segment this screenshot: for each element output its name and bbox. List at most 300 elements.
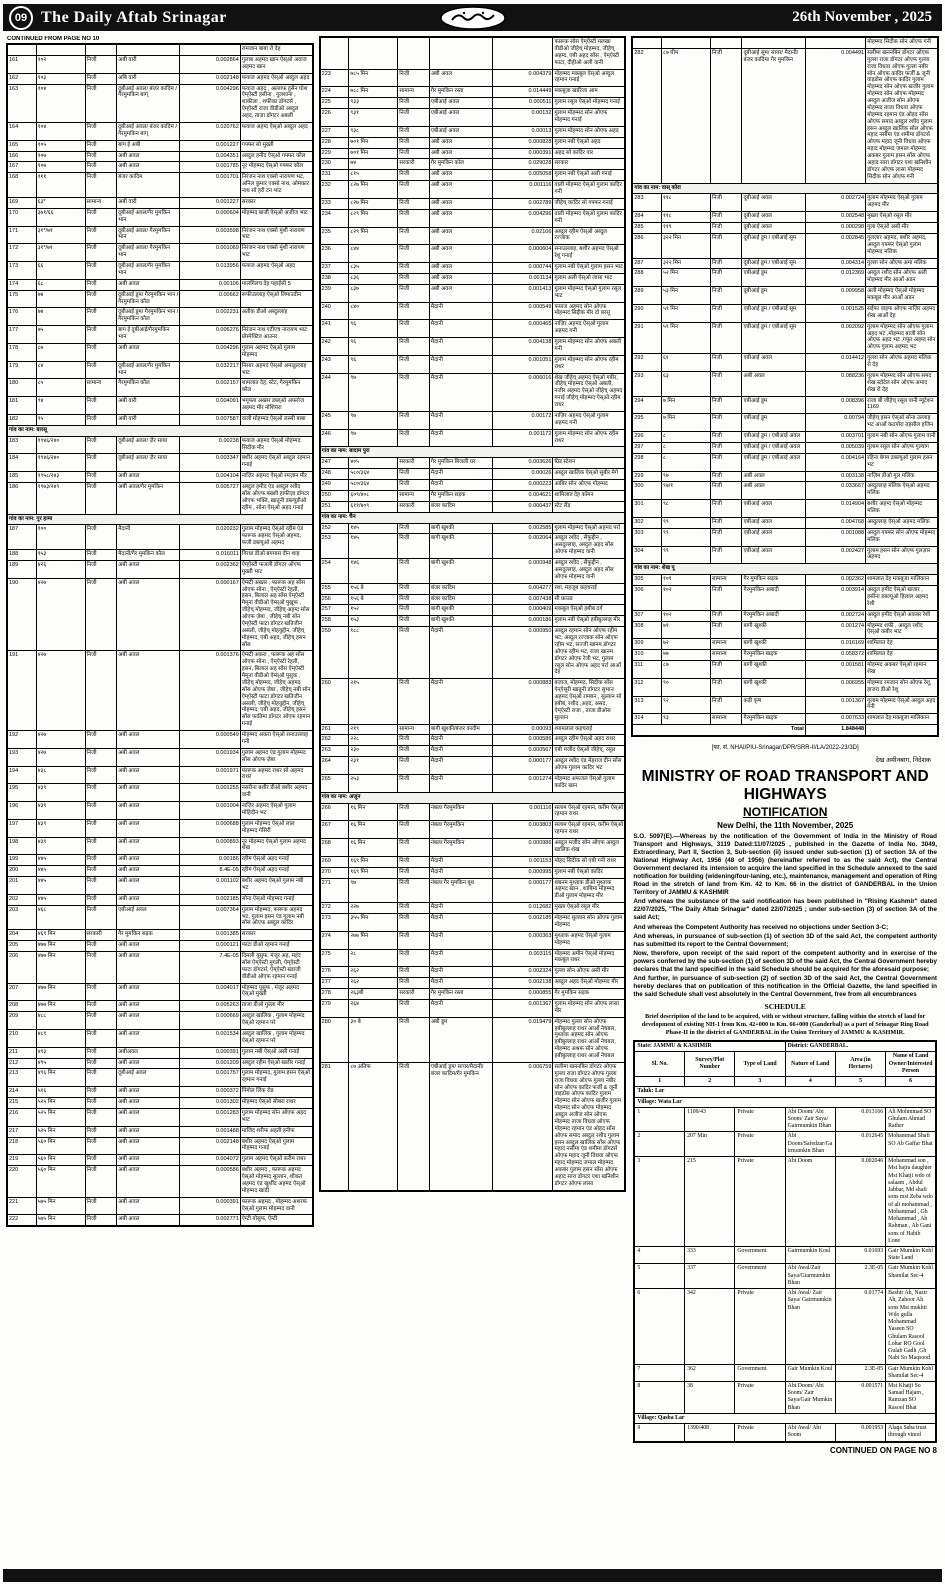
sl-no: 236 xyxy=(320,245,349,263)
area-value: 0.013166 xyxy=(835,1107,885,1132)
survey-number: ५९ मिन xyxy=(662,304,711,322)
land-type: निजी xyxy=(398,1017,430,1062)
area-value: 0.001102 xyxy=(180,877,240,895)
land-type: निजी xyxy=(398,109,430,127)
land-type: निजी xyxy=(85,952,117,984)
table-row xyxy=(7,226,313,244)
schedule-row xyxy=(634,1157,936,1247)
land-type: निजी xyxy=(85,983,117,1001)
sl-no: 168 xyxy=(7,173,36,198)
survey-number xyxy=(36,44,85,55)
table-row xyxy=(7,894,313,905)
land-nature: मैदानी xyxy=(429,411,492,429)
land-type: निजी xyxy=(710,621,742,639)
land-type: निजी xyxy=(398,181,430,199)
area-value: 0.004296 xyxy=(493,209,553,227)
owner-name: मुश्ताक अहमद ऐस्ओ गुलाम मोहम्मद xyxy=(553,931,625,949)
owner-name: अब्दुल खालिक ऐस्ओ सुबीर मैगे xyxy=(553,469,625,480)
land-type: निजी xyxy=(85,472,117,483)
area-value: 0.001367 xyxy=(493,999,553,1017)
area-value: 0.000363 xyxy=(493,931,553,949)
survey-number: २६२ xyxy=(349,967,398,978)
land-type: निजी xyxy=(398,302,430,320)
table-row xyxy=(7,784,313,802)
land-nature: अबी अवल xyxy=(117,1012,180,1030)
table-row xyxy=(7,173,313,198)
owner-name: अब्दुल मजीद सोन ओएफ अब्दुल खालिक शेख xyxy=(553,839,625,857)
land-nature: बागी खुश्की xyxy=(742,678,805,696)
survey-number: 342 xyxy=(685,1289,735,1364)
sl-no: 295 xyxy=(632,414,661,432)
file-number-line: [फा. सं. NHAI/PIU-Srinagar/DPR/SRR-II/LA/2022-23/3D] xyxy=(711,745,859,751)
land-nature: मैदानी xyxy=(429,320,492,338)
table-row xyxy=(7,290,313,308)
land-type: निजी xyxy=(85,414,117,425)
schedule-heading: SCHEDULE xyxy=(764,1001,806,1011)
table-row xyxy=(320,227,626,245)
owner-name: गुला ऐस्ओ असी मीर xyxy=(866,223,938,234)
land-nature: गैर मुमकिन सड़क xyxy=(117,930,180,941)
land-nature: अबी अवल xyxy=(117,855,180,866)
sl-no: 261 xyxy=(320,724,349,735)
land-nature: अबी अवल xyxy=(429,263,492,274)
table-row xyxy=(7,1047,313,1058)
owner-name: रहिना बेगम डबल्यूओ गुलाम हसन भट xyxy=(866,453,938,471)
sl-no: 288 xyxy=(632,269,661,287)
land-type: निजी xyxy=(85,748,117,766)
sl-no: 223 xyxy=(320,69,349,87)
land-nature: एबीआई डूम xyxy=(742,414,805,432)
total-value: 1.848448 xyxy=(805,725,865,736)
total-row xyxy=(632,725,938,736)
area-value: 0.000688 xyxy=(180,819,240,837)
sl-no: 231 xyxy=(320,170,349,181)
land-nature: अबी अवल xyxy=(117,162,180,173)
land-type: निजी xyxy=(85,73,117,84)
table-row xyxy=(632,528,938,546)
table-row xyxy=(7,208,313,226)
table-row xyxy=(632,610,938,621)
table-row xyxy=(7,197,313,208)
area-value: 0.00186 xyxy=(180,855,240,866)
land-type: निजी xyxy=(85,343,117,361)
sl-no: 292 xyxy=(632,354,661,372)
sl-no: 232 xyxy=(320,181,349,199)
area-value: 0.006955 xyxy=(805,678,865,696)
sl-no: 179 xyxy=(7,361,36,379)
land-nature: बागी खुश्की xyxy=(429,559,492,584)
area-value: 0.004296 xyxy=(180,343,240,361)
sl-no: 207 xyxy=(7,983,36,1001)
survey-number: ५७५ मिन xyxy=(36,1197,85,1215)
survey-number: ८४० xyxy=(349,302,398,320)
owner-name: शामलात देह मकबूजा मालिकान xyxy=(866,714,938,725)
survey-number: ३१*/७१ xyxy=(36,226,85,244)
survey-number: ९७ xyxy=(349,429,398,447)
survey-number: ९३३ xyxy=(349,98,398,109)
notification-paragraph: Now, therefore, upon receipt of the said report of the competent authority and in exercise of the powers conferred by the sub-section (1) of section 3D of the said Act, the Central Government hereby declares that the land specified in the said Schedule should be acquired for the aforesaid purpose; xyxy=(633,949,938,973)
land-nature: अबि वारी xyxy=(117,73,180,84)
owner-name: मकबूल ऐस्ओ हबीब दर्ग xyxy=(553,605,625,616)
land-type: सामान्य xyxy=(710,650,742,661)
area-value: 0.001004 xyxy=(180,802,240,820)
table-row xyxy=(320,724,626,735)
sl-no: 301 xyxy=(632,500,661,518)
area-value: 0.001953 xyxy=(835,1424,885,1442)
table-row xyxy=(320,148,626,159)
table-row xyxy=(7,244,313,262)
table-row xyxy=(7,1098,313,1109)
sl-no: 182 xyxy=(7,414,36,425)
table-row xyxy=(632,482,938,500)
owner-name: निरंजन नाथ एक्सो नारायण भट, अनिल कुमार एक्सो नाथ, ओमकार नाथ सो हरी टन भाट xyxy=(240,173,312,198)
table-row xyxy=(320,411,626,429)
land-nature: बागी खुश्की xyxy=(429,616,492,627)
land-nature: अबी अवल xyxy=(117,837,180,855)
land-nature: बंजर कादिम xyxy=(429,501,492,512)
area-value: 0.001934 xyxy=(180,748,240,766)
owner-name: गुलाम मोहम्मद सोन ओएफ गुलाम अहद भट ,मोहम्मद बाजी सोन ओएफ अहद भट ,गफूर अहम्द सोन ओएफ गुलाम अहमद भट xyxy=(866,322,938,354)
sl-no: 260 xyxy=(320,679,349,724)
sl-no: 243 xyxy=(320,355,349,373)
area-value: 0.016169 xyxy=(805,639,865,650)
sl-no: 271 xyxy=(320,878,349,903)
owner-name: अब्दुल हनीद ऐस्ओ गफ्फर कौल xyxy=(240,151,312,162)
table-row xyxy=(7,1137,313,1155)
owner-name: ऐम्टी योसुफ, ऐम्टी xyxy=(240,1215,312,1226)
land-type: निजी xyxy=(85,244,117,262)
table-row xyxy=(320,878,626,903)
table-row xyxy=(7,1108,313,1126)
land-nature: एबीआई अवल xyxy=(429,98,492,109)
right-column xyxy=(631,36,939,1562)
land-nature: गैरमुमकिन खड्क xyxy=(742,650,805,661)
area-value: 0.003138 xyxy=(805,471,865,482)
table-row xyxy=(7,397,313,415)
owner-name: मोहम्मद रमजान सोन ओएफ रेशू, हाजरा डीओ रेशू xyxy=(866,678,938,696)
sl-no: 209 xyxy=(7,1012,36,1030)
survey-number: ४३९ xyxy=(36,784,85,802)
sl-no: 285 xyxy=(632,223,661,234)
area-value: 0.000828 xyxy=(493,137,553,148)
area-value: 0.002185 xyxy=(180,894,240,905)
owner-name: अब्दुल रहीम ऐस्ओ अब्दुल रज्जाक xyxy=(553,227,625,245)
land-nature: अबी अवल xyxy=(429,227,492,245)
land-type: निजी xyxy=(398,284,430,302)
land-type: निजी xyxy=(710,661,742,679)
survey-number: ८२७ मिन xyxy=(349,181,398,199)
survey-number: १६ मिन xyxy=(349,839,398,857)
area-value: 0.001283 xyxy=(180,1108,240,1126)
owner-name: निसार अहमद ऐस्ओ अमाडुल्लाह भाट xyxy=(240,361,312,379)
land-nature: मैदानी/गैर मुमकिन कौल xyxy=(117,550,180,561)
notification-title: NOTIFICATION xyxy=(742,805,828,819)
land-type: निजी xyxy=(85,1126,117,1137)
survey-number: ४३९ xyxy=(36,802,85,820)
middle-column xyxy=(319,36,627,1562)
area-value: 0.00026 xyxy=(493,469,553,480)
table-row xyxy=(320,429,626,447)
land-type: Private xyxy=(735,1381,785,1413)
land-type: निजी xyxy=(85,1166,117,1198)
land-nature: एबीआई डूम / एबीआई सूम xyxy=(742,304,805,322)
area-value: 0.033667 xyxy=(805,482,865,500)
area-value: 0.000986 xyxy=(493,839,553,857)
survey-number: ५७५ मिन xyxy=(36,1215,85,1226)
sl-no: 162 xyxy=(7,73,36,84)
land-nature: बागी खुश्की xyxy=(429,534,492,559)
table-row xyxy=(632,194,938,212)
area-value: 0.001534 xyxy=(180,1029,240,1047)
owner-name: फारूक अहमद , मोहम्मद अशरफ ऐस्ओ गुलाम मोहम्मद वानी xyxy=(240,1197,312,1215)
schedule-column-header: Name of Land Owner/Interested Person xyxy=(886,1052,936,1077)
sl-no: 211 xyxy=(7,1047,36,1058)
sl-no: 233 xyxy=(320,198,349,209)
area-value: 0.001413 xyxy=(493,284,553,302)
survey-number: ९७ xyxy=(349,411,398,429)
land-nature: गैरमुमकिन अबादी xyxy=(742,610,805,621)
table-row xyxy=(632,223,938,234)
land-type: निजी xyxy=(398,878,430,903)
area-value: 0.002148 xyxy=(180,1137,240,1155)
land-nature: अबी अवल xyxy=(117,941,180,952)
area-value: 0.001571 xyxy=(835,1381,885,1413)
land-type: निजी xyxy=(398,227,430,245)
table-row xyxy=(632,37,938,48)
sl-no: 304 xyxy=(632,546,661,564)
area-value: 0.016011 xyxy=(180,550,240,561)
land-nature: गैरमुमकिन कौल xyxy=(117,379,180,397)
table-row xyxy=(7,837,313,855)
survey-number: ५३ मिन xyxy=(662,287,711,305)
owner-name: फारूक सोस ऐम्ऐस्टी मलखा वीडीओ जीहेच् मोहम्मद, जीहेच् अहम्द, एबी अहद सोंस , ऐम्ऐस्टी फाटा, दीहीओ अली वानी xyxy=(553,37,625,69)
sl-no: 235 xyxy=(320,227,349,245)
table-row xyxy=(320,757,626,775)
schedule-column-number: 1 xyxy=(634,1077,684,1087)
owner-name: सोना ऐस्ओ मोहम्मद गनाई xyxy=(240,894,312,905)
owner-name: अब्दुल हमीद ऐस्ओ अकबर रेशी xyxy=(866,610,938,621)
owner-name: सनाउल्लाह, बशीर अहमद ऐस्ओ रेशू गनाई xyxy=(553,245,625,263)
owner-name: निरंजन नाथ एक्सो मुंशी नारायण भाट xyxy=(240,226,312,244)
owner-name: शामलात देह मकबूजा मालिकान xyxy=(866,575,938,586)
survey-number: ६६ xyxy=(36,262,85,280)
survey-number: ५९ मिन xyxy=(662,322,711,354)
land-nature: अबी अवल xyxy=(429,181,492,199)
survey-number: ७२ xyxy=(662,639,711,650)
table-row xyxy=(320,137,626,148)
sl-no: 229 xyxy=(320,148,349,159)
owner-name: गुलाम मोहम्मद ऐस्ओ गुलाम रसूल भाट xyxy=(553,284,625,302)
area-value: 0.004091 xyxy=(180,397,240,415)
area-value: 2.3E-05 xyxy=(835,1364,885,1381)
table-row xyxy=(7,731,313,749)
owner-name: अहद सो कादिर वार xyxy=(553,148,625,159)
owner-name: नसरीना बशीर डीओ बशीर अहमद वानी xyxy=(240,784,312,802)
owner-name: अतीक डीओ अब्दुल्लाह xyxy=(240,308,312,326)
table-row xyxy=(7,802,313,820)
area-value: 0.032217 xyxy=(180,361,240,379)
land-type: सामान्य xyxy=(398,724,430,735)
land-nature: अबी अवल xyxy=(117,1058,180,1069)
land-nature: मैदानी xyxy=(429,373,492,411)
schedule-column-number: 4 xyxy=(785,1077,835,1087)
land-nature xyxy=(429,37,492,69)
land-nature: मैदानी xyxy=(429,914,492,932)
sl-no: 194 xyxy=(7,766,36,784)
area-value: 0.001971 xyxy=(180,766,240,784)
land-type: निजी xyxy=(85,1155,117,1166)
owner-name: गुलाम मोहम्मद सोन ओएफ मोहम्मद गनाई xyxy=(553,109,625,127)
area-value: 0.001385 xyxy=(180,930,240,941)
land-nature: गैरमुमकिन अबादी xyxy=(742,586,805,611)
owner-name: गुलाम नबी सोन ओएफ गुलाम वानी xyxy=(866,432,938,443)
land-nature: दूबीआई अवल/ ज़ैर साया xyxy=(117,454,180,472)
table-row xyxy=(632,212,938,223)
land-type: निजी xyxy=(398,320,430,338)
sl-no: 161 xyxy=(7,55,36,73)
owner-name: मोहम्मद अकबर ऐस्ओ रहमान शेख xyxy=(866,661,938,679)
table-row xyxy=(320,458,626,469)
area-value: 0.000604 xyxy=(493,245,553,263)
land-nature: एबीआई डूम xyxy=(742,396,805,414)
area-value: 0.002046 xyxy=(835,1157,885,1247)
table-row xyxy=(7,877,313,895)
survey-number: ४७७ मिन xyxy=(36,941,85,952)
land-type: निजी xyxy=(710,223,742,234)
area-value: 0.002138 xyxy=(493,978,553,989)
owner-name: ऐम्ऐस्टी फजली डॉगटर ओएफ मुख्ती भाट xyxy=(240,560,312,578)
sl-no: 239 xyxy=(320,284,349,302)
land-nature: अबी अवल xyxy=(429,209,492,227)
area-value: 0.001581 xyxy=(805,661,865,679)
land-type: निजी xyxy=(85,162,117,173)
survey-number: ९२ xyxy=(662,696,711,714)
owner-name: राजा बी जीहेच् रसूल वानी म्यूटेशन 1169 xyxy=(866,396,938,414)
area-value: 0.019479 xyxy=(493,1017,553,1062)
sl-no: 226 xyxy=(320,109,349,127)
survey-number: १०३ xyxy=(36,73,85,84)
sl-no: 245 xyxy=(320,411,349,429)
land-nature: अबी अवल xyxy=(117,472,180,483)
sl-no: 312 xyxy=(632,678,661,696)
sl-no: 204 xyxy=(7,930,36,941)
sl-no: 305 xyxy=(632,575,661,586)
owner-name: शेख जीहेच् अहमद ऐस्ओ गबीर, जीहेच् मोहम्मद ऐस्ओ अबली, नजीर अहमद ऐस्ओ जीहेच् अहमद गनाई जीहेच् मोहम्मद ऐस्ओ रहीम राथर xyxy=(553,373,625,411)
owner-name: मोहद सिदीक सो एबी गनी राथर xyxy=(553,856,625,867)
table-row xyxy=(632,414,938,432)
sl-no: 215 xyxy=(7,1098,36,1109)
area-value: 0.001274 xyxy=(493,774,553,792)
owner-name: फारूक अहमद राथर सो अहमद राथर xyxy=(240,766,312,784)
table-row xyxy=(320,949,626,967)
land-nature: बागी खुश्की xyxy=(429,605,492,616)
land-type: निजी xyxy=(85,140,117,151)
schedule-row xyxy=(634,1289,936,1364)
masthead-bar xyxy=(3,4,942,31)
land-nature: दूबीआई अवल/गैर मुमकिन भान xyxy=(117,208,180,226)
sl-no: 200 xyxy=(7,866,36,877)
sl-no: 165 xyxy=(7,140,36,151)
table-row xyxy=(320,605,626,616)
land-nature: बाग ई दूबीआई/गैरमुमकिन भान xyxy=(117,326,180,344)
land-nature: Gairmumkin Koul xyxy=(785,1246,835,1263)
land-nature: गैर मुमकिन रस्ता xyxy=(429,87,492,98)
table-row xyxy=(632,696,938,714)
sl-no: 219 xyxy=(7,1155,36,1166)
owner-name: गुल्ला सोन ओएफ अमा मलिक xyxy=(866,258,938,269)
land-type: Private xyxy=(735,1424,785,1442)
schedule-number-row xyxy=(634,1077,936,1087)
survey-number: ४२७ xyxy=(36,578,85,651)
owner-name: सी फ्राउड xyxy=(553,594,625,605)
sl-no: 213 xyxy=(7,1069,36,1087)
land-type: निजी xyxy=(398,170,430,181)
land-type: निजी xyxy=(398,735,430,746)
sl-no: 258 xyxy=(320,616,349,627)
survey-number: १०० xyxy=(36,525,85,550)
table-row xyxy=(7,983,313,1001)
survey-number: १८८ xyxy=(349,627,398,679)
table-row xyxy=(7,44,313,55)
land-type: निजी xyxy=(398,245,430,263)
table-row xyxy=(7,1155,313,1166)
area-value: 0.004379 xyxy=(493,69,553,87)
sl-no: 197 xyxy=(7,819,36,837)
continued-from-label: CONTINUED FROM PAGE NO 10 xyxy=(7,36,100,42)
area-value: 0.005058 xyxy=(493,170,553,181)
area-value: 0.014904 xyxy=(805,500,865,518)
land-nature: मैदानी xyxy=(429,355,492,373)
land-type: सामान्य xyxy=(398,490,430,501)
land-nature: गैर मुमकिन कोल xyxy=(429,159,492,170)
owner-name: Gair Mumkin Kohl Shamilat Sec-4 xyxy=(886,1364,936,1381)
land-type: निजी xyxy=(85,55,117,73)
survey-number: ४४५ xyxy=(36,855,85,866)
owner-name: अब्दुल रशीद एंड मेहराज दीन सोंस ओएफ गुलाम कादिर भट xyxy=(553,757,625,775)
survey-number: 333 xyxy=(685,1246,735,1263)
land-type: निजी xyxy=(85,151,117,162)
area-value: 0.007633 xyxy=(805,714,865,725)
survey-number: ७०१ मिन xyxy=(349,148,398,159)
owner-name: मुख्ता ऐस्ओ रसूल मीर xyxy=(866,212,938,223)
area-value: 0.000223 xyxy=(493,480,553,491)
owner-name: सलाम ऐस्ओ रहमान, करीम ऐस्ओ रहमान राथर xyxy=(553,803,625,821)
land-nature: दूबीआई अवल xyxy=(117,1069,180,1087)
table-row xyxy=(632,183,938,194)
table-row xyxy=(7,1166,313,1198)
land-type: निजी xyxy=(85,122,117,140)
schedule-row xyxy=(634,1381,936,1413)
table-row xyxy=(632,546,938,564)
table-row xyxy=(320,594,626,605)
land-nature: मैदानी xyxy=(429,774,492,792)
owner-name: Ali Mohmmad SO Ghulam Ahmad Rather xyxy=(886,1107,936,1132)
village-subheader: गांव का नाम: वास् कोरा xyxy=(632,183,938,194)
area-value: 0.002092 xyxy=(805,322,865,354)
sl-no: 294 xyxy=(632,396,661,414)
survey-number: ६११/४०९ xyxy=(349,501,398,512)
area-value: 0.000177 xyxy=(493,757,553,775)
land-nature: बागी खुश्की xyxy=(742,621,805,639)
area-value: 0.000391 xyxy=(180,1197,240,1215)
survey-number: १०४ xyxy=(36,84,85,122)
table-row xyxy=(632,678,938,696)
land-type: निजी xyxy=(710,482,742,500)
table-row xyxy=(7,1215,313,1226)
table-row xyxy=(7,308,313,326)
land-type: निजी xyxy=(710,442,742,453)
table-row xyxy=(320,867,626,878)
